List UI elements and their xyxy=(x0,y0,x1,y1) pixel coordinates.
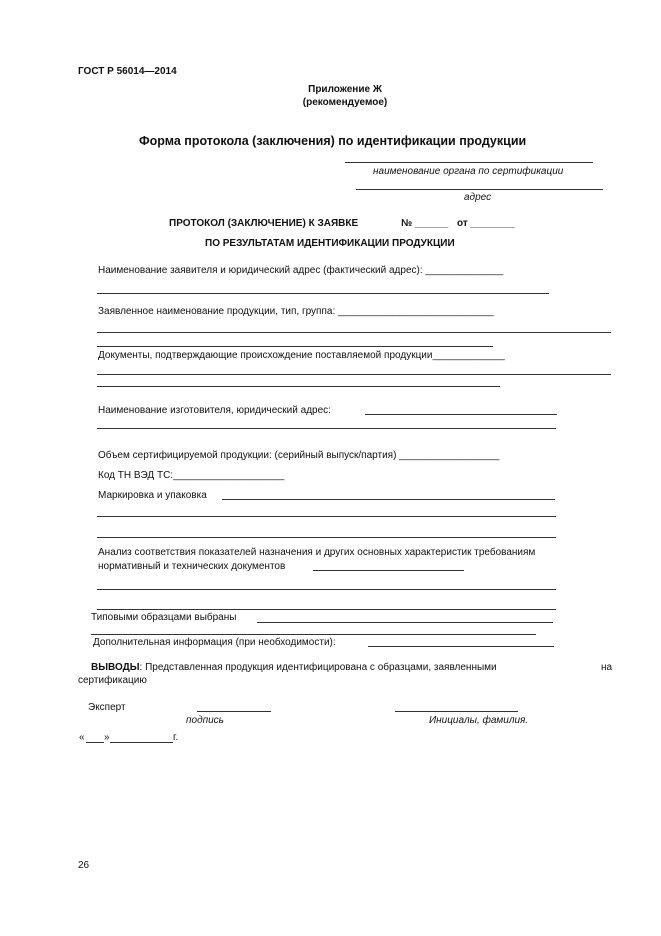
cert-body-caption: наименование органа по сертификации xyxy=(373,166,564,177)
analysis-line-a xyxy=(97,589,556,590)
samples-line xyxy=(91,634,536,635)
manufacturer-line xyxy=(97,428,556,429)
analysis-line-2: нормативный и технических документов xyxy=(98,561,286,572)
samples-label: Типовыми образцами выбраны xyxy=(91,612,237,623)
additional-line xyxy=(368,646,554,647)
samples-line-inline xyxy=(257,622,553,623)
date-year-suffix: г. xyxy=(173,732,179,743)
expert-label: Эксперт xyxy=(88,702,126,713)
volume-label: Объем сертифицируемой продукции: (серийный выпуск/партия) __________________ xyxy=(98,450,500,461)
marking-line-2 xyxy=(97,537,556,538)
marking-label: Маркировка и упаковка xyxy=(98,490,207,501)
signature-caption: подпись xyxy=(186,715,224,726)
analysis-line-b xyxy=(97,609,556,610)
marking-line-1 xyxy=(97,516,556,517)
conclusions-text: : Представленная продукция идентифицирована с образцами, заявленными xyxy=(139,662,497,673)
form-title: Форма протокола (заключения) по идентификации продукции xyxy=(139,134,527,148)
standard-number: ГОСТ Р 56014—2014 xyxy=(78,66,177,77)
conclusions xyxy=(91,662,497,674)
date-month-line xyxy=(110,742,173,743)
additional-label: Дополнительная информация (при необходимости): xyxy=(93,637,336,648)
documents-line-1 xyxy=(97,374,611,375)
manufacturer-label: Наименование изготовителя, юридический адрес: xyxy=(98,405,331,416)
address-caption: адрес xyxy=(464,192,492,203)
protocol-date: от ________ xyxy=(457,218,516,229)
analysis-line-1: Анализ соответствия показателей назначения и других основных характеристик требованиям xyxy=(98,547,536,558)
appendix-subtitle: (рекомендуемое) xyxy=(302,97,388,108)
name-line xyxy=(395,711,518,712)
date-open-quote: « xyxy=(79,732,85,743)
analysis-line-inline xyxy=(313,570,464,571)
manufacturer-line-inline xyxy=(365,414,557,415)
protocol-heading: ПРОТОКОЛ (ЗАКЛЮЧЕНИЕ) К ЗАЯВКЕ xyxy=(169,218,359,229)
page-number: 26 xyxy=(78,860,90,871)
product-line-1 xyxy=(97,332,611,333)
documents-line-2 xyxy=(97,386,500,387)
signature-line xyxy=(197,711,271,712)
applicant-label: Наименование заявителя и юридический адрес (фактический адрес): ______________ xyxy=(98,265,504,276)
protocol-subheading: ПО РЕЗУЛЬТАТАМ ИДЕНТИФИКАЦИИ ПРОДУКЦИИ xyxy=(205,238,455,249)
product-label: Заявленное наименование продукции, тип, группа: ____________________________ xyxy=(98,306,494,317)
product-line-2 xyxy=(97,346,493,347)
name-caption: Инициалы, фамилия. xyxy=(429,715,529,726)
appendix-title: Приложение Ж xyxy=(308,84,382,95)
documents-label: Документы, подтверждающие происхождение поставляемой продукции_____________ xyxy=(98,350,505,361)
tnved-label: Код ТН ВЭД ТС:____________________ xyxy=(98,470,285,481)
conclusions-line-2: сертификацию xyxy=(78,675,147,686)
protocol-number: № ______ xyxy=(401,218,449,229)
date-close-quote: » xyxy=(104,732,110,743)
cert-body-line xyxy=(345,162,593,163)
applicant-line xyxy=(97,293,549,294)
conclusions-text-end: на xyxy=(601,662,613,673)
conclusions-label: ВЫВОДЫ xyxy=(91,662,140,673)
address-line xyxy=(356,189,603,190)
marking-line-inline xyxy=(222,499,555,500)
date-day-line xyxy=(86,742,104,743)
